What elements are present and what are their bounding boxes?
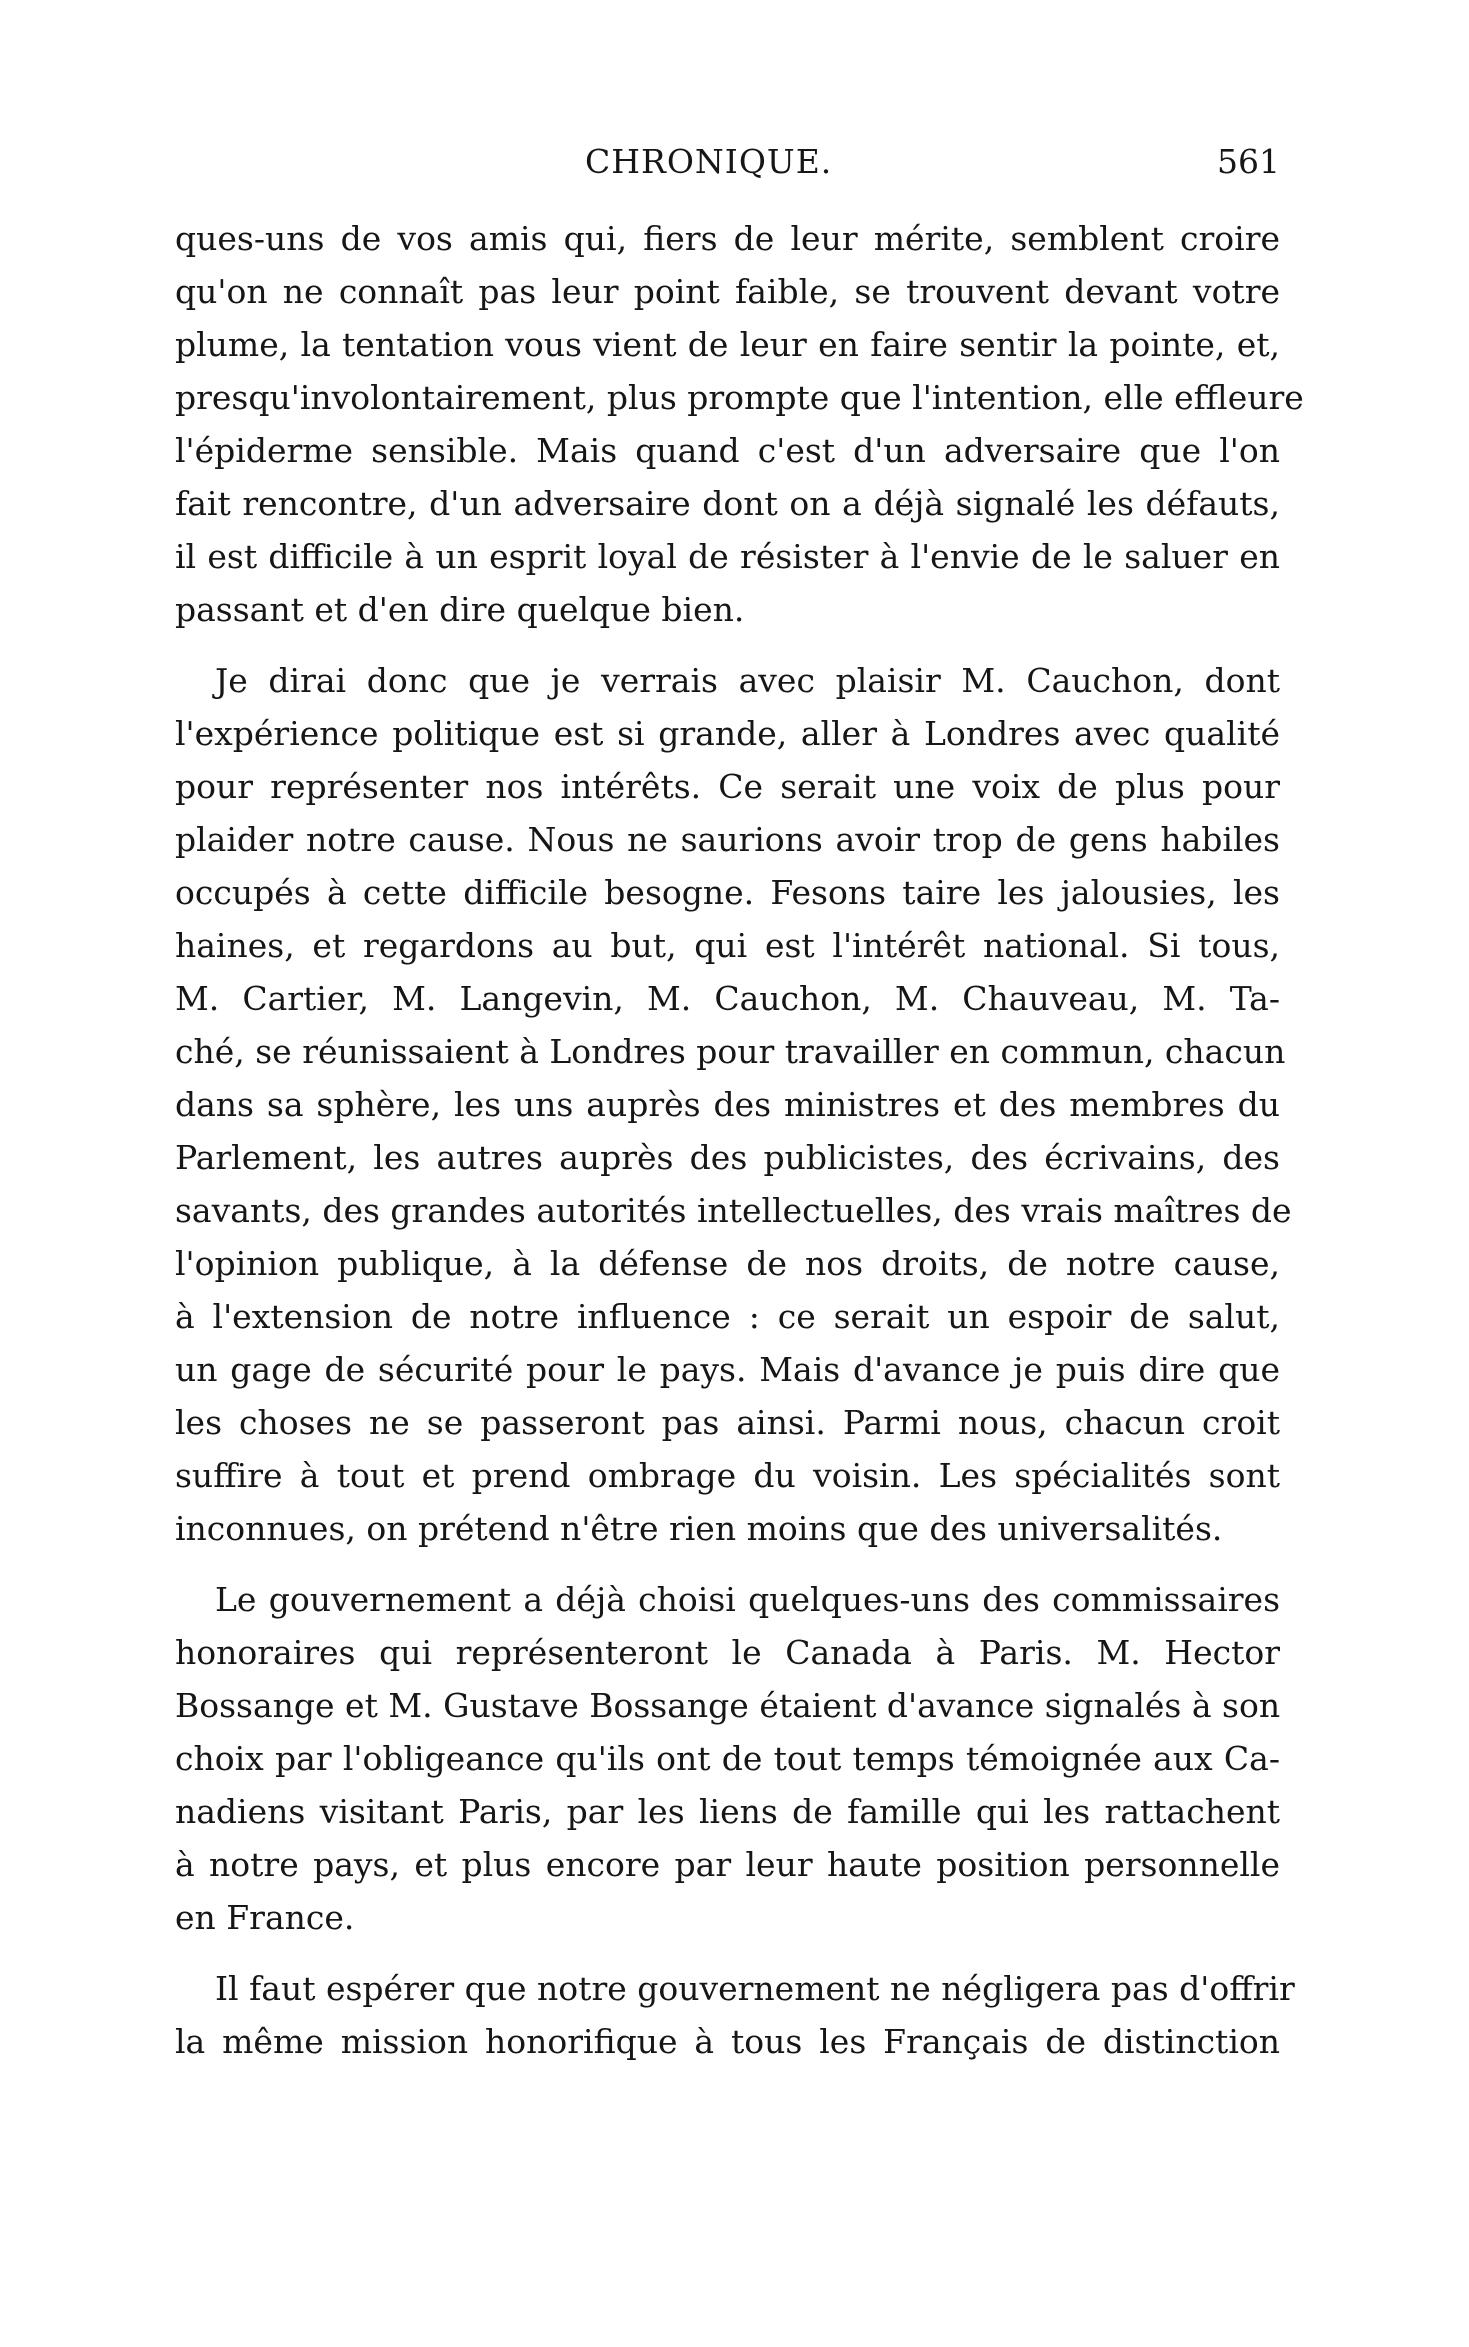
text-line: Il faut espérer que notre gouvernement ne négligera pas d'offrir <box>215 1969 1295 2008</box>
text-line: choix par l'obligeance qu'ils ont de tout temps témoignée aux Ca- <box>175 1739 1280 1778</box>
paragraph-continuation <box>175 212 1304 636</box>
text-line: dans sa sphère, les uns auprès des ministres et des membres du <box>175 1085 1280 1124</box>
text-line: l'épiderme sensible. Mais quand c'est d'un adversaire que l'on <box>175 431 1280 470</box>
text-line: Bossange et M. Gustave Bossange étaient d'avance signalés à son <box>175 1686 1281 1725</box>
text-line: à notre pays, et plus encore par leur haute position personnelle <box>175 1845 1280 1884</box>
text-line: inconnues, on prétend n'être rien moins que des universalités. <box>175 1509 1223 1548</box>
page-number: 561 <box>1217 142 1280 181</box>
text-line: un gage de sécurité pour le pays. Mais d'avance je puis dire que <box>175 1350 1280 1389</box>
text-line: il est difficile à un esprit loyal de résister à l'envie de le saluer en <box>175 537 1280 576</box>
text-line: haines, et regardons au but, qui est l'intérêt national. Si tous, <box>175 926 1280 965</box>
paragraph <box>175 1573 1280 1944</box>
text-line: les choses ne se passeront pas ainsi. Parmi nous, chacun croit <box>175 1403 1280 1442</box>
text-line: ques-uns de vos amis qui, fiers de leur mérite, semblent croire <box>175 219 1280 258</box>
text-line: nadiens visitant Paris, par les liens de famille qui les rattachent <box>175 1792 1280 1831</box>
paragraph <box>175 1962 1295 2068</box>
text-line: la même mission honorifique à tous les Français de distinction <box>175 2022 1280 2061</box>
text-line: passant et d'en dire quelque bien. <box>175 590 745 629</box>
text-line: presqu'involontairement, plus prompte que l'intention, elle effleure <box>175 378 1304 417</box>
text-line: honoraires qui représenteront le Canada à Paris. M. Hector <box>175 1633 1280 1672</box>
text-line: l'opinion publique, à la défense de nos droits, de notre cause, <box>175 1244 1280 1283</box>
text-line: suffire à tout et prend ombrage du voisin. Les spécialités sont <box>175 1456 1280 1495</box>
text-line: ché, se réunissaient à Londres pour travailler en commun, chacun <box>175 1032 1286 1071</box>
text-line: plume, la tentation vous vient de leur en faire sentir la pointe, et, <box>175 325 1280 364</box>
text-line: Parlement, les autres auprès des publicistes, des écrivains, des <box>175 1138 1280 1177</box>
text-line: Je dirai donc que je verrais avec plaisir M. Cauchon, dont <box>215 661 1280 700</box>
text-line: savants, des grandes autorités intellectuelles, des vrais maîtres de <box>175 1191 1292 1230</box>
running-title: CHRONIQUE. <box>585 142 833 181</box>
text-line: l'expérience politique est si grande, aller à Londres avec qualité <box>175 714 1280 753</box>
text-line: à l'extension de notre influence : ce serait un espoir de salut, <box>175 1297 1280 1336</box>
text-line: fait rencontre, d'un adversaire dont on a déjà signalé les défauts, <box>175 484 1280 523</box>
text-line: pour représenter nos intérêts. Ce serait une voix de plus pour <box>175 767 1280 806</box>
text-line: en France. <box>175 1898 355 1937</box>
text-line: M. Cartier, M. Langevin, M. Cauchon, M. Chauveau, M. Ta- <box>175 979 1280 1018</box>
text-line: occupés à cette difficile besogne. Fesons taire les jalousies, les <box>175 873 1280 912</box>
running-head <box>175 142 1280 192</box>
text-line: qu'on ne connaît pas leur point faible, se trouvent devant votre <box>175 272 1280 311</box>
text-line: Le gouvernement a déjà choisi quelques-uns des commissaires <box>215 1580 1280 1619</box>
body-text <box>175 212 1304 2086</box>
text-line: plaider notre cause. Nous ne saurions avoir trop de gens habiles <box>175 820 1280 859</box>
paragraph <box>175 654 1292 1555</box>
